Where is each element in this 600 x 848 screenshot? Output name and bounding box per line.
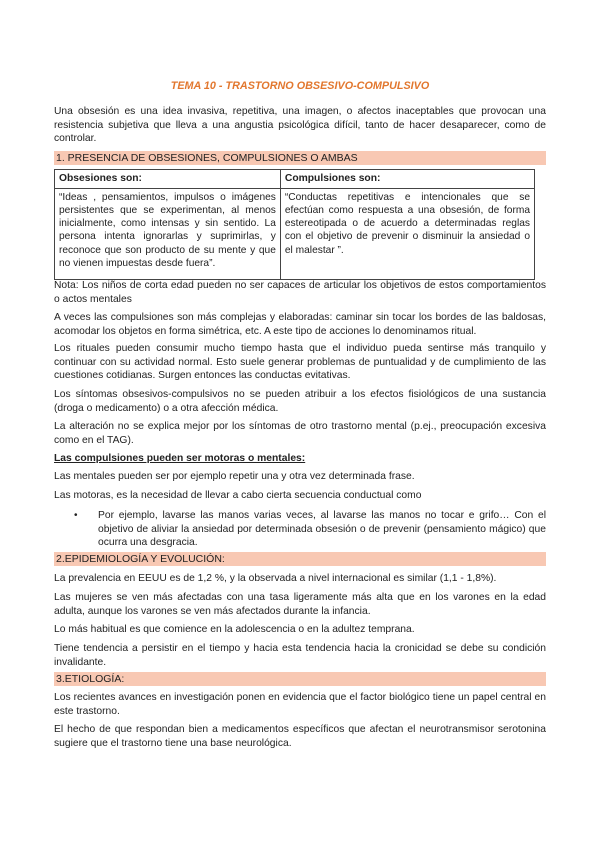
compulsiones-definition: “Conductas repetitivas e intencionales que se efectúan como respuesta a una obsesión, de forma estereotipada o de acuerdo a determinadas reglas con el objetivo de prevenir o disminuir la ansiedad o el malestar ”. xyxy=(280,188,534,279)
onset-paragraph: Lo más habitual es que comience en la adolescencia o en la adultez temprana. xyxy=(54,624,415,635)
physiological-paragraph: Los síntomas obsesivos-compulsivos no se pueden atribuir a los efectos fisiológicos de una sustancia (droga o medicamento) o a otra afección médica. xyxy=(54,389,546,414)
bullet-text: Por ejemplo, lavarse las manos varias veces, al lavarse las manos no tocar e grifo… Con el objetivo de aliviar la ansiedad por determinada obsesión o de prevenir (pensamiento mágico) que ocurra una desgracia. xyxy=(98,510,546,549)
prevalence-paragraph: La prevalencia en EEUU es de 1,2 %, y la observada a nivel internacional es similar (1,1 - 1,8%). xyxy=(54,573,497,584)
gender-paragraph: Las mujeres se ven más afectadas con una tasa ligeramente más alta que en los varones en la edad adulta, aunque los varones se ven más afectados durante la infancia. xyxy=(54,592,546,617)
chronicity-paragraph: Tiene tendencia a persistir en el tiempo y hacia esta tendencia hacia la cronicidad se debe su condición invalidante. xyxy=(54,643,546,668)
table-row xyxy=(55,188,535,279)
serotonin-paragraph: El hecho de que respondan bien a medicamentos específicos que afectan el neurotransmisor serotonina sugiere que el trastorno tiene una base neurológica. xyxy=(54,724,546,749)
bullet-icon: • xyxy=(74,510,78,521)
alteration-paragraph: La alteración no se explica mejor por los síntomas de otro trastorno mental (p.ej., preocupación excesiva como en el TAG). xyxy=(54,421,546,446)
section-2-heading: 2.EPIDEMIOLOGÍA Y EVOLUCIÓN: xyxy=(54,552,546,566)
compulsions-subheading: Las compulsiones pueden ser motoras o mentales: xyxy=(54,453,306,464)
biological-paragraph: Los recientes avances en investigación ponen en evidencia que el factor biológico tiene un papel central en este trastorno. xyxy=(54,692,546,717)
intro-paragraph: Una obsesión es una idea invasiva, repetitiva, una imagen, o afectos inaceptables que provocan una resistencia subjetiva que lleva a una angustia psicológica difícil, tanto de hacer desaparecer, como de controlar. xyxy=(54,106,546,145)
section-3-heading: 3.ETIOLOGÍA: xyxy=(54,672,546,686)
motor-compulsions-paragraph: Las motoras, es la necesidad de llevar a cabo cierta secuencia conductual como xyxy=(54,490,422,501)
list-item xyxy=(74,509,546,551)
rituals-time-paragraph: Los rituales pueden consumir mucho tiempo hasta que el individuo pueda sentirse más tranquilo y continuar con su actividad normal. Esto suele generar problemas de puntualidad y de cumplimiento de las cuestiones cotidianas. Surgen entonces las conductas evitativas. xyxy=(54,343,546,382)
table-header-row xyxy=(55,170,535,189)
compulsiones-header: Compulsiones son: xyxy=(280,170,534,189)
section-1-heading: 1. PRESENCIA DE OBSESIONES, COMPULSIONES O AMBAS xyxy=(54,151,546,165)
mental-compulsions-paragraph: Las mentales pueden ser por ejemplo repetir una y otra vez determinada frase. xyxy=(54,471,415,482)
comparison-table xyxy=(54,169,535,280)
obsesiones-definition: “Ideas , pensamientos, impulsos o imágenes persistentes que se experimentan, al menos inicialmente, como intensas y sin sentido. La persona intenta ignorarlas y suprimirlas, y reconoce que son producto de su mente y que no vienen impuestas desde fuera”. xyxy=(55,188,281,279)
document-title: TEMA 10 - TRASTORNO OBSESIVO-COMPULSIVO xyxy=(170,80,430,92)
obsesiones-header: Obsesiones son: xyxy=(55,170,281,189)
note-paragraph: Nota: Los niños de corta edad pueden no ser capaces de articular los objetivos de estos comportamientos o actos mentales xyxy=(54,280,546,305)
ritual-paragraph: A veces las compulsiones son más complejas y elaboradas: caminar sin tocar los bordes de las baldosas, acomodar los objetos en forma simétrica, etc. A este tipo de acciones lo denominamos ritual. xyxy=(54,312,546,337)
